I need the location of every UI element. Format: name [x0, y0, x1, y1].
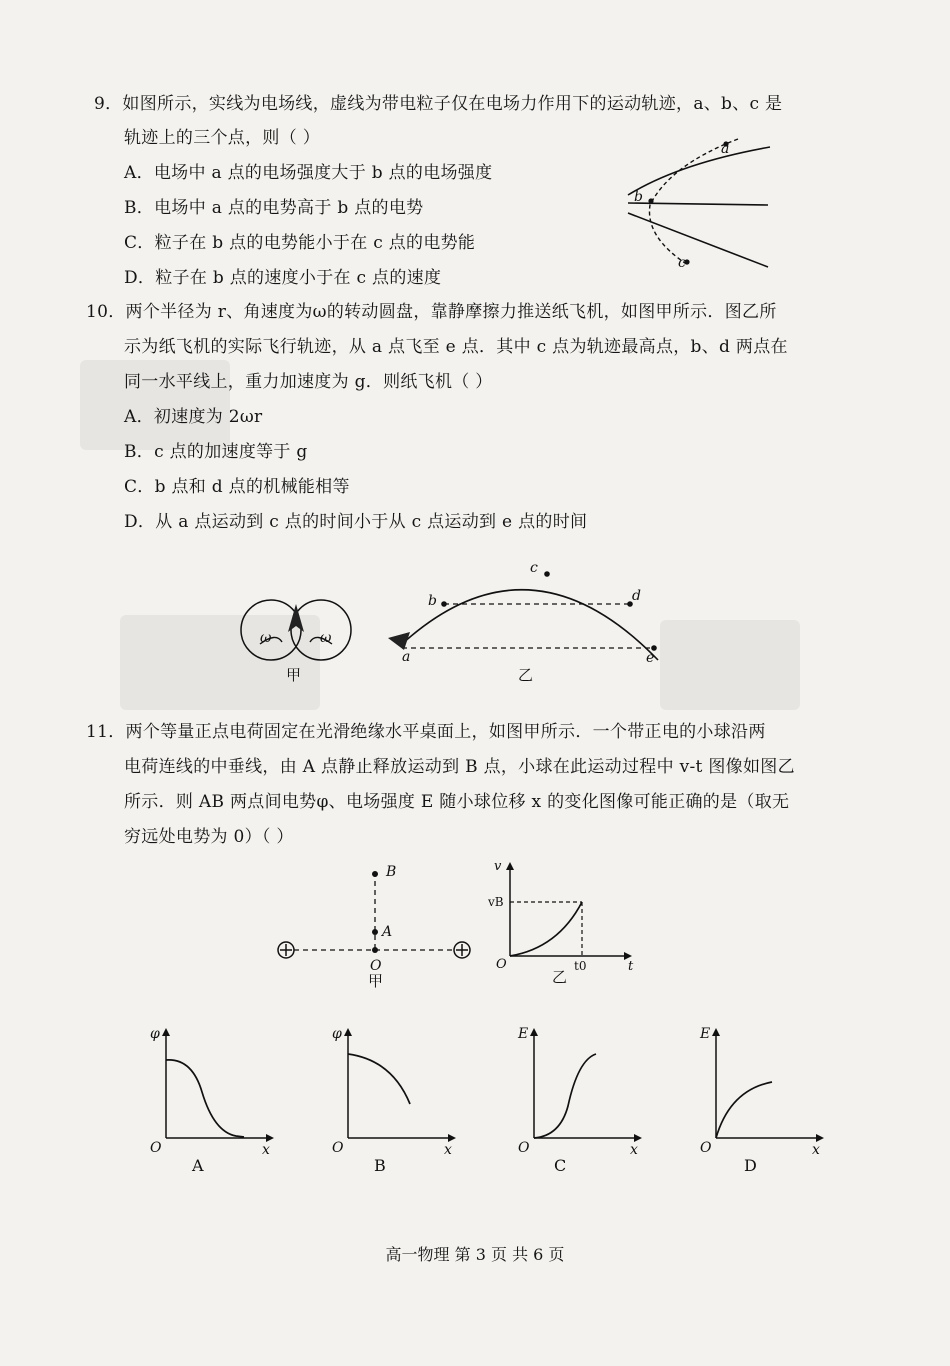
graph-option-a — [140, 1020, 290, 1176]
graph-option-c — [508, 1020, 658, 1176]
q9-option-b: B．电场中 a 点的电势高于 b 点的电势 — [124, 198, 424, 218]
field-line-middle — [628, 203, 768, 205]
q10-option-a: A．初速度为 2ωr — [124, 407, 263, 427]
origin: O — [332, 1140, 344, 1156]
xlabel: x — [630, 1142, 638, 1158]
q11-stem-line3: 所示．则 AB 两点间电势φ、电场强度 E 随小球位移 x 的变化图像可能正确的是（取无 — [124, 792, 790, 812]
graph-option-d — [690, 1020, 840, 1176]
q9-stem-line1: 9．如图所示，实线为电场线，虚线为带电粒子仅在电场力作用下的运动轨迹，a、b、c 是 — [94, 94, 783, 114]
curve — [534, 1054, 596, 1138]
point-B — [372, 871, 378, 877]
curve — [166, 1060, 244, 1137]
ylabel: φ — [150, 1026, 160, 1042]
label-b: b — [634, 189, 643, 205]
omega-right: ω — [320, 630, 332, 646]
field-line-upper — [628, 147, 770, 195]
caption: B — [374, 1156, 386, 1175]
caption-jia: 甲 — [286, 666, 302, 684]
caption-yi: 乙 — [552, 968, 568, 986]
label-c: c — [678, 255, 686, 271]
graph-option-b — [322, 1020, 472, 1176]
q10-option-d: D．从 a 点运动到 c 点的时间小于从 c 点运动到 e 点的时间 — [124, 512, 588, 532]
point-b — [648, 198, 653, 203]
label-t: t — [628, 959, 634, 974]
bleed-through-shade — [660, 620, 800, 710]
caption: A — [192, 1156, 204, 1175]
q10-option-b: B．c 点的加速度等于 g — [124, 442, 308, 462]
ylabel: E — [518, 1026, 529, 1042]
label-t0: t0 — [574, 959, 587, 973]
curve — [348, 1054, 410, 1104]
label-vB: vB — [488, 895, 504, 909]
label-c: c — [530, 560, 538, 576]
label-a: a — [721, 141, 730, 157]
origin: O — [518, 1140, 530, 1156]
point-c — [544, 571, 550, 577]
q9-stem-line2: 轨迹上的三个点，则（ ） — [124, 128, 321, 148]
page-footer: 高一物理 第 3 页 共 6 页 — [385, 1245, 565, 1264]
omega-left: ω — [260, 630, 272, 646]
label-b: b — [428, 593, 437, 609]
q11-figure-jia — [270, 858, 480, 990]
q10-stem-line3: 同一水平线上，重力加速度为 g．则纸飞机（ ） — [124, 372, 493, 392]
q10-stem-line1: 10．两个半径为 r、角速度为ω的转动圆盘，靠静摩擦力推送纸飞机，如图甲所示．图乙所 — [86, 302, 777, 322]
ylabel: φ — [332, 1026, 342, 1042]
label-a: a — [402, 649, 411, 665]
point-O — [372, 947, 378, 953]
q11-stem-line4: 穷远处电势为 0）（ ） — [124, 827, 294, 847]
caption: D — [744, 1156, 757, 1175]
label-O: O — [370, 958, 382, 974]
paper-plane-icon — [388, 632, 410, 650]
field-line-lower — [628, 213, 768, 267]
label-B: B — [386, 864, 397, 880]
q11-stem-line2: 电荷连线的中垂线，由 A 点静止释放运动到 B 点，小球在此运动过程中 v-t 图像如图乙 — [124, 757, 795, 777]
trajectory-dashed — [649, 139, 738, 265]
xlabel: x — [812, 1142, 820, 1158]
paper-plane-icon — [288, 604, 304, 632]
origin: O — [150, 1140, 162, 1156]
q9-field-figure — [620, 125, 780, 275]
caption: C — [554, 1156, 567, 1175]
ylabel: E — [700, 1026, 711, 1042]
flight-trajectory — [402, 590, 658, 660]
curve — [716, 1082, 772, 1138]
caption-yi: 乙 — [518, 666, 534, 684]
label-e: e — [646, 650, 655, 666]
q10-figure-jia — [236, 592, 356, 688]
q9-option-d: D．粒子在 b 点的速度小于在 c 点的速度 — [124, 268, 442, 288]
v-t-curve — [510, 902, 582, 956]
label-d: d — [632, 588, 641, 604]
q10-figure-yi — [380, 560, 670, 684]
origin: O — [700, 1140, 712, 1156]
q11-figure-yi — [488, 856, 648, 986]
label-A: A — [382, 924, 393, 940]
xlabel: x — [262, 1142, 270, 1158]
q9-option-c: C．粒子在 b 点的电势能小于在 c 点的电势能 — [124, 233, 476, 253]
label-v: v — [494, 859, 502, 874]
q11-stem-line1: 11．两个等量正点电荷固定在光滑绝缘水平桌面上，如图甲所示．一个带正电的小球沿两 — [86, 722, 766, 742]
caption-jia: 甲 — [368, 972, 384, 990]
q9-option-a: A．电场中 a 点的电场强度大于 b 点的电场强度 — [124, 163, 493, 183]
q10-stem-line2: 示为纸飞机的实际飞行轨迹，从 a 点飞至 e 点．其中 c 点为轨迹最高点，b、d 两点在 — [124, 337, 788, 357]
point-A — [372, 929, 378, 935]
q10-option-c: C．b 点和 d 点的机械能相等 — [124, 477, 350, 497]
xlabel: x — [444, 1142, 452, 1158]
point-b — [441, 601, 447, 607]
label-O: O — [496, 957, 507, 972]
